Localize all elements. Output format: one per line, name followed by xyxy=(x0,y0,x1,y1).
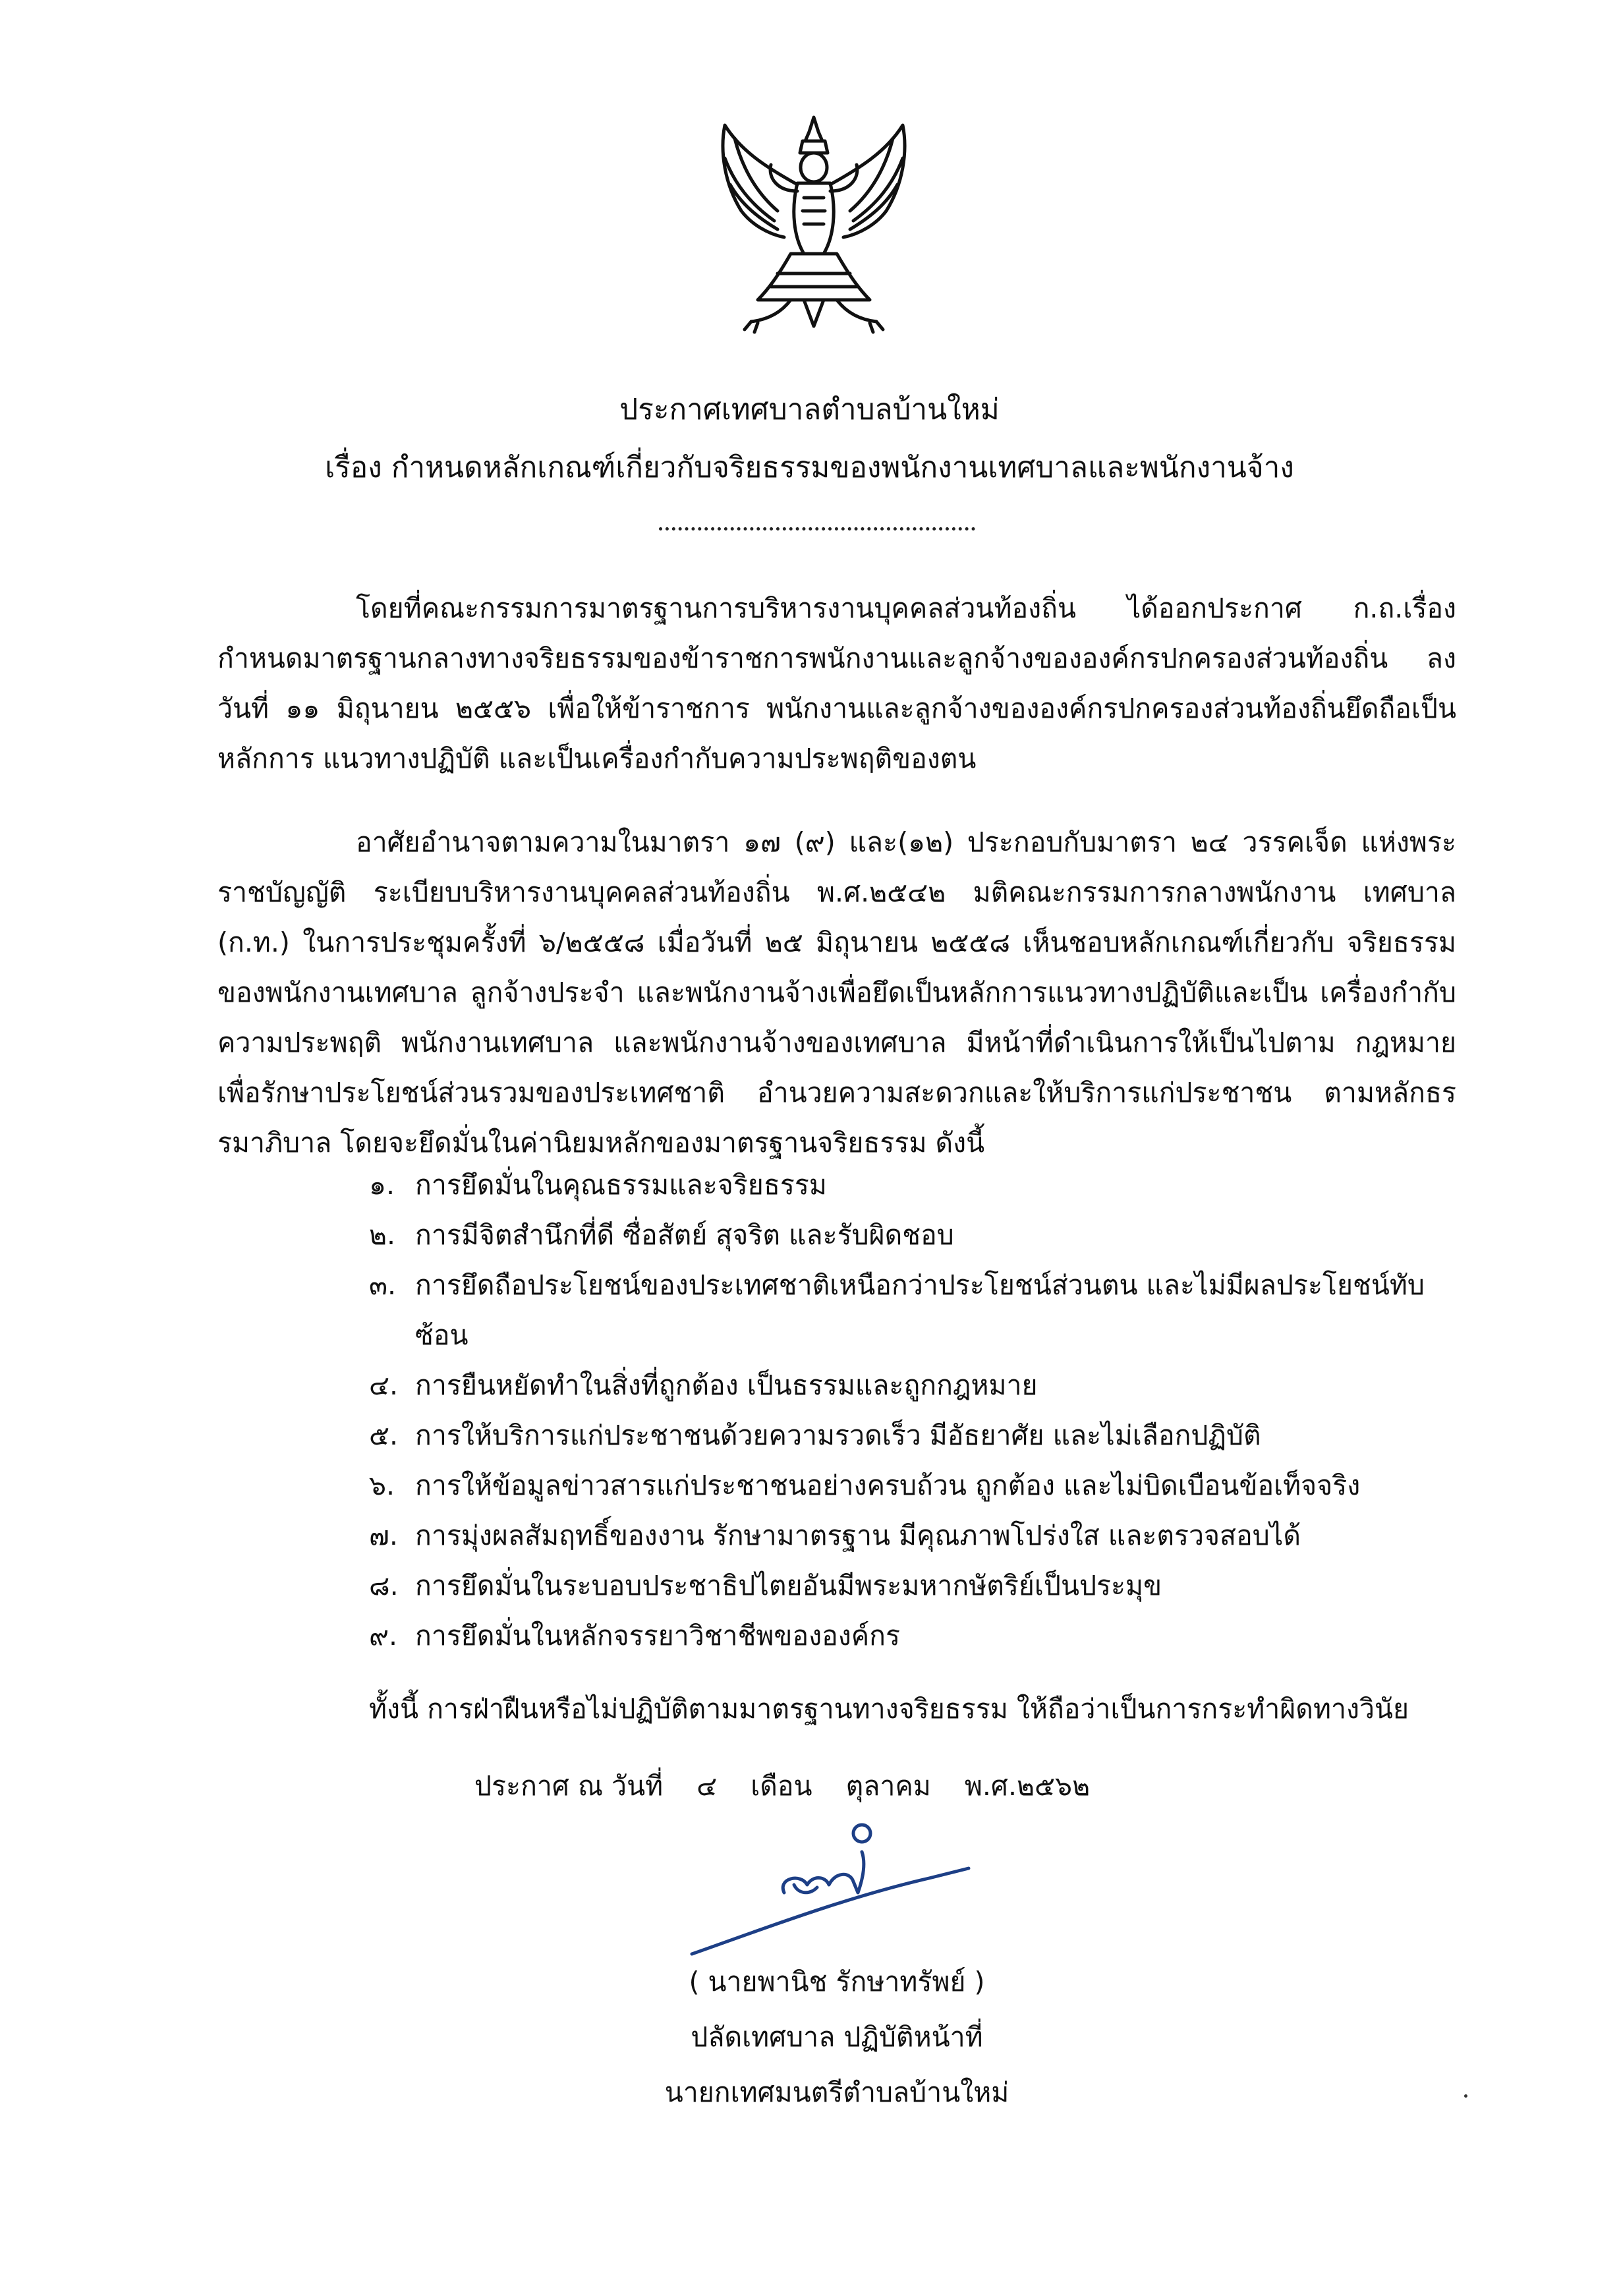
authority-paragraph xyxy=(217,817,1456,1168)
signatory-name: ( นายพานิช รักษาทรัพย์ ) xyxy=(689,1966,985,1997)
list-item: ๘. การยึดมั่นในระบอบประชาธิปไตยอันมีพระมหากษัตริย์เป็นประมุข xyxy=(369,1570,1162,1601)
date-prefix: ประกาศ ณ วันที่ xyxy=(474,1770,664,1802)
date-month: ตุลาคม xyxy=(845,1770,931,1802)
list-item: ๙. การยึดมั่นในหลักจรรยาวิชาชีพขององค์กร xyxy=(369,1620,901,1651)
announcement-title: ประกาศเทศบาลตำบลบ้านใหม่ xyxy=(619,393,1000,426)
list-item: ๓. การยึดถือประโยชน์ของประเทศชาติเหนือกว่าประโยชน์ส่วนตน และไม่มีผลประโยชน์ทับซ้อน xyxy=(369,1269,1425,1351)
preamble-text: โดยที่คณะกรรมการมาตรฐานการบริหารงานบุคคลส่วนท้องถิ่น ได้ออกประกาศ ก.ถ.เรื่อง กำหนดมาตรฐานกลางทางจริยธรรมของข้าราชการพนักงานและลูกจ้างขององค์กรปกครองส่วนท้องถิ่น ลงวันที่ ๑๑ มิถุนายน ๒๕๕๖ เพื่อให้ข้าราชการ พนักงานและลูกจ้างขององค์กรปกครองส่วนท้องถิ่นยึดถือเป็น หลักการ แนวทางปฏิบัติ และเป็นเครื่องกำกับความประพฤติของตน xyxy=(217,592,1456,774)
list-item: ๕. การให้บริการแก่ประชาชนด้วยความรวดเร็ว มีอัธยาศัย และไม่เลือกปฏิบัติ xyxy=(369,1420,1261,1451)
signature-block xyxy=(547,1954,1127,2120)
handwritten-signature-icon xyxy=(652,1819,995,1957)
list-item: ๒. การมีจิตสำนึกที่ดี ซื่อสัตย์ สุจริต และรับผิดชอบ xyxy=(369,1219,954,1251)
date-month-label: เดือน xyxy=(751,1770,812,1802)
announcement-date xyxy=(474,1761,1115,1811)
date-day: ๔ xyxy=(696,1770,718,1802)
dotted-divider xyxy=(659,527,975,531)
list-item: ๔. การยืนหยัดทำในสิ่งที่ถูกต้อง เป็นธรรมและถูกกฎหมาย xyxy=(369,1369,1038,1401)
list-item: ๖. การให้ข้อมูลข่าวสารแก่ประชาชนอย่างครบถ้วน ถูกต้อง และไม่บิดเบือนข้อเท็จจริง xyxy=(369,1470,1361,1501)
list-item: ๗. การมุ่งผลสัมฤทธิ์ของงาน รักษามาตรฐาน มีคุณภาพโปร่งใส และตรวจสอบได้ xyxy=(369,1520,1301,1551)
date-year: พ.ศ.๒๕๖๒ xyxy=(964,1770,1091,1802)
announcement-subject: เรื่อง กำหนดหลักเกณฑ์เกี่ยวกับจริยธรรมของพนักงานเทศบาลและพนักงานจ้าง xyxy=(325,451,1294,484)
signatory-acting-position: นายกเทศมนตรีตำบลบ้านใหม่ xyxy=(664,2077,1009,2108)
core-values-list xyxy=(369,1160,1463,1661)
closing-statement: ทั้งนี้ การฝ่าฝืนหรือไม่ปฏิบัติตามมาตรฐานทางจริยธรรม ให้ถือว่าเป็นการกระทำผิดทางวินัย xyxy=(369,1693,1409,1725)
scan-speck xyxy=(1464,2094,1467,2098)
preamble-paragraph xyxy=(217,583,1456,784)
authority-text: อาศัยอำนาจตามความในมาตรา ๑๗ (๙) และ(๑๒) ประกอบกับมาตรา ๒๔ วรรคเจ็ด แห่งพระราชบัญญัติ ระเบียบบริหารงานบุคคลส่วนท้องถิ่น พ.ศ.๒๕๔๒ มติคณะกรรมการกลางพนักงาน เทศบาล (ก.ท.) ในการประชุมครั้งที่ ๖/๒๕๕๘ เมื่อวันที่ ๒๕ มิถุนายน ๒๕๕๘ เห็นชอบหลักเกณฑ์เกี่ยวกับ จริยธรรมของพนักงานเทศบาล ลูกจ้างประจำ และพนักงานจ้างเพื่อยึดเป็นหลักการแนวทางปฏิบัติและเป็น เครื่องกำกับความประพฤติ พนักงานเทศบาล และพนักงานจ้างของเทศบาล มีหน้าที่ดำเนินการให้เป็นไปตาม กฎหมาย เพื่อรักษาประโยชน์ส่วนรวมของประเทศชาติ อำนวยความสะดวกและให้บริการแก่ประชาชน ตามหลักธรรมาภิบาล โดยจะยึดมั่นในค่านิยมหลักของมาตรฐานจริยธรรม ดังนี้ xyxy=(217,826,1456,1159)
list-item: ๑. การยึดมั่นในคุณธรรมและจริยธรรม xyxy=(369,1169,827,1201)
signatory-position: ปลัดเทศบาล ปฏิบัติหน้าที่ xyxy=(691,2021,983,2053)
garuda-emblem-icon xyxy=(705,112,923,336)
